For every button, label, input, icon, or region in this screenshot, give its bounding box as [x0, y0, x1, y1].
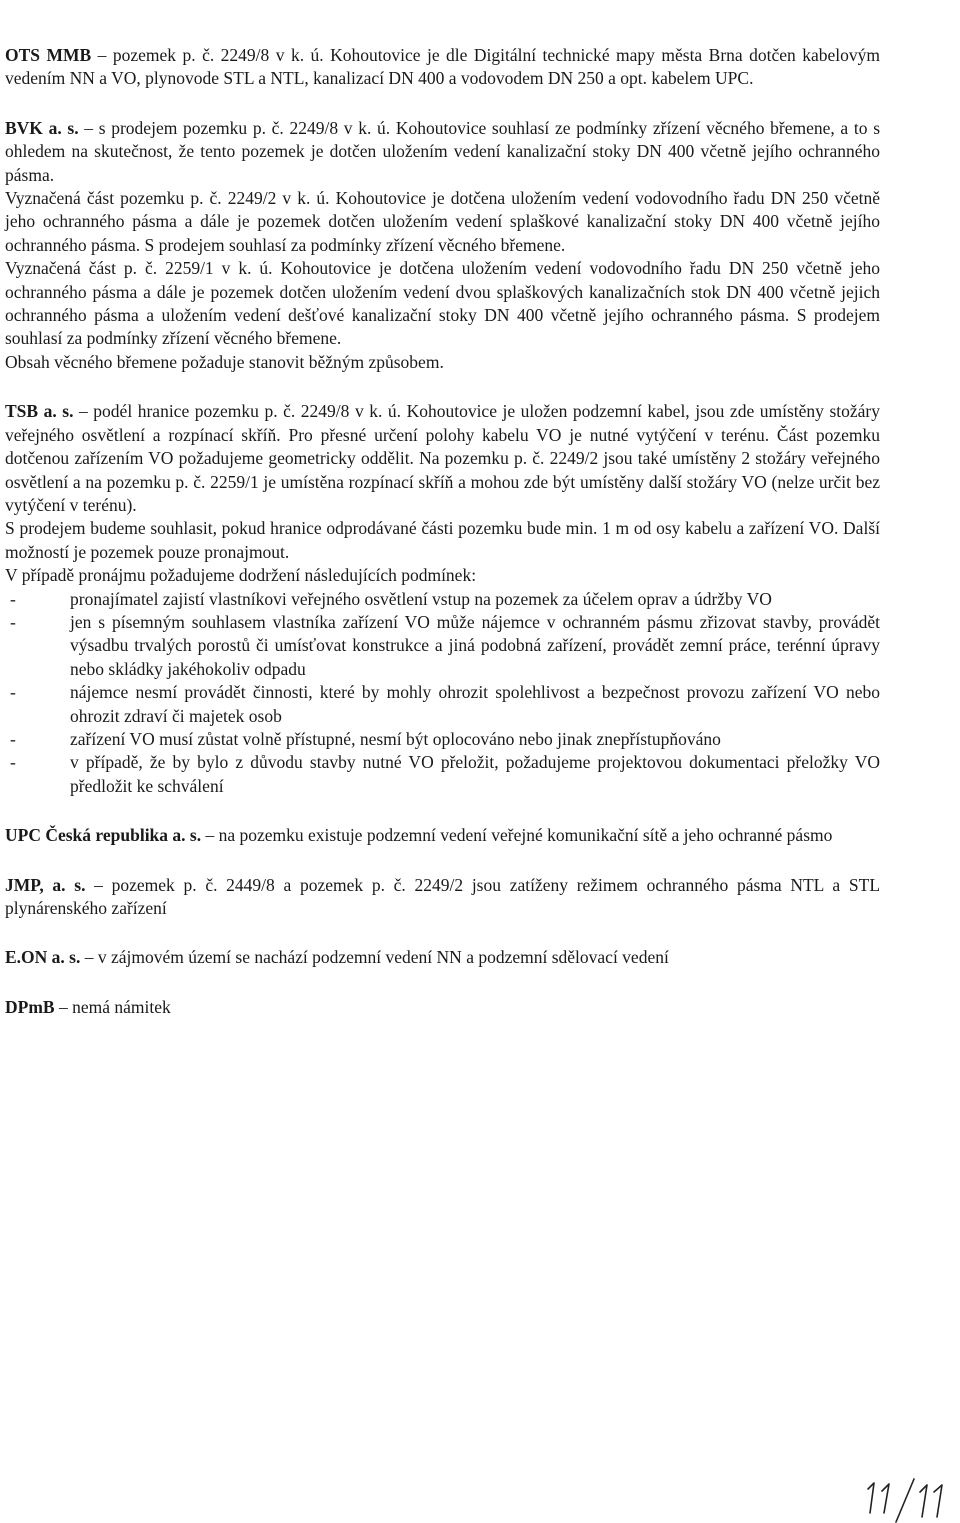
- paragraph: Obsah věcného břemene požaduje stanovit běžným způsobem.: [5, 351, 444, 372]
- handwriting-stroke: [934, 1485, 942, 1517]
- organization-name: UPC Česká republika a. s.: [5, 825, 202, 846]
- organization-name: E.ON a. s.: [5, 947, 81, 968]
- dash-bullet: -: [10, 588, 16, 609]
- paragraph-text: – pozemek p. č. 2249/8 v k. ú. Kohoutovice je dle Digitální technické mapy města Brna dotčen kabelovým vedením NN a VO, plynovode STL a NTL, kanalizací DN 400 a vodovodem DN 250 a opt. kabelem UPC.: [5, 45, 880, 89]
- paragraph-text: – s prodejem pozemku p. č. 2249/8 v k. ú. Kohoutovice souhlasí ze podmínky zřízení věcného břemene, a to s ohledem na skutečnost, že tento pozemek je dotčen uložením vedení kanalizační stoky DN 400 včetně jejího ochranného pásma.: [5, 117, 880, 185]
- section-tsb: [5, 400, 880, 798]
- paragraph-text: – pozemek p. č. 2449/8 a pozemek p. č. 2249/2 jsou zatíženy režimem ochranného pásma NTL a STL plynárenského zařízení: [5, 874, 881, 918]
- list-item-text: zařízení VO musí zůstat volně přístupné, nesmí být oplocováno nebo jinak znepřístupňováno: [70, 728, 721, 749]
- handwriting-stroke: [896, 1479, 914, 1522]
- section-ots-mmb: [5, 44, 880, 91]
- section-upc: [5, 824, 880, 847]
- organization-name: BVK a. s.: [5, 117, 79, 138]
- list-item-text: pronajímatel zajistí vlastníkovi veřejného osvětlení vstup na pozemek za účelem oprav a údržby VO: [70, 588, 772, 609]
- dash-bullet: -: [10, 728, 16, 749]
- paragraph: [5, 946, 880, 969]
- handwriting-stroke: [868, 1483, 874, 1513]
- handwriting-stroke: [882, 1484, 889, 1513]
- paragraph-text: – nemá námitek: [58, 996, 171, 1017]
- paragraph: S prodejem budeme souhlasit, pokud hranice odprodávané části pozemku bude min. 1 m od osy kabelu a zařízení VO. Další možností je pozemek pouze pronajmout.: [5, 518, 880, 562]
- conditions-list: [5, 588, 880, 799]
- list-item-text: jen s písemným souhlasem vlastníka zařízení VO může nájemce v ochranném pásmu zřizovat stavby, provádět výsadbu trvalých porostů či umísťovat konstrukce a jiná podobná zařízení, provádět zemní práce, terénní úpravy nebo skládky jakéhokoliv odpadu: [70, 611, 880, 679]
- paragraph-text: – v zájmovém území se nachází podzemní vedení NN a podzemní sdělovací vedení: [84, 947, 669, 968]
- section-eon: [5, 946, 880, 969]
- paragraph: Vyznačená část pozemku p. č. 2249/2 v k. ú. Kohoutovice je dotčena uložením vedení vodovodního řadu DN 250 včetně jeho ochranného pásma a dále je pozemek dotčen uložením vedení splaškové kanalizační stoky DN 400 včetně jejího ochranného pásma. S prodejem souhlasí za podmínky zřízení věcného břemene.: [5, 188, 880, 255]
- organization-name: OTS MMB: [5, 45, 92, 65]
- paragraph: [5, 44, 880, 91]
- organization-name: JMP, a. s.: [5, 874, 86, 895]
- list-item: [5, 751, 880, 798]
- paragraph-text: – na pozemku existuje podzemní vedení veřejné komunikační sítě a jeho ochranné pásmo: [205, 825, 833, 846]
- paragraph: [5, 874, 880, 921]
- section-bvk: [5, 117, 880, 374]
- handwritten-page-number: [862, 1475, 957, 1523]
- paragraph: [5, 996, 880, 1019]
- list-item: [5, 728, 880, 751]
- list-item-text: v případě, že by bylo z důvodu stavby nutné VO přeložit, požadujeme projektovou dokumentaci přeložky VO předložit ke schválení: [70, 752, 880, 796]
- dash-bullet: -: [10, 682, 16, 703]
- list-item: [5, 611, 880, 681]
- list-item: [5, 681, 880, 728]
- paragraph: [5, 400, 880, 517]
- paragraph: V případě pronájmu požadujeme dodržení následujících podmínek:: [5, 565, 477, 586]
- dash-bullet: -: [10, 611, 16, 632]
- dash-bullet: -: [10, 752, 16, 773]
- handwriting-stroke: [920, 1485, 927, 1517]
- section-dpmb: [5, 996, 880, 1019]
- organization-name: DPmB: [5, 996, 55, 1017]
- paragraph: [5, 824, 880, 847]
- paragraph-text: – podél hranice pozemku p. č. 2249/8 v k. ú. Kohoutovice je uložen podzemní kabel, jsou zde umístěny stožáry veřejného osvětlení a rozpínací skříň. Pro přesné určení polohy kabelu VO je nutné vytýčení v terénu. Část pozemku dotčenou zařízením VO požadujeme geometricky oddělit. Na pozemku p. č. 2249/2 jsou také umístěny 2 stožáry veřejného osvětlení a na pozemku p. č. 2259/1 je umístěna rozpínací skříň a mohou zde být umístěny další stožáry VO (nelze určit bez vytýčení v terénu).: [5, 401, 880, 515]
- organization-name: TSB a. s.: [5, 401, 74, 422]
- paragraph: Vyznačená část p. č. 2259/1 v k. ú. Kohoutovice je dotčena uložením vedení vodovodního řadu DN 250 včetně jeho ochranného pásma a dále je pozemek dotčen uložením vedení dvou splaškových kanalizačních stok DN 400 včetně jejich ochranného pásma a uložením vedení dešťové kanalizační stoky DN 400 včetně jejího ochranného pásma. S prodejem souhlasí za podmínky zřízení věcného břemene.: [5, 258, 880, 349]
- document-body: [5, 44, 880, 1045]
- list-item-text: nájemce nesmí provádět činnosti, které by mohly ohrozit spolehlivost a bezpečnost provozu zařízení VO nebo ohrozit zdraví či majetek osob: [70, 682, 880, 726]
- section-jmp: [5, 874, 880, 921]
- paragraph: [5, 117, 880, 187]
- list-item: [5, 588, 880, 611]
